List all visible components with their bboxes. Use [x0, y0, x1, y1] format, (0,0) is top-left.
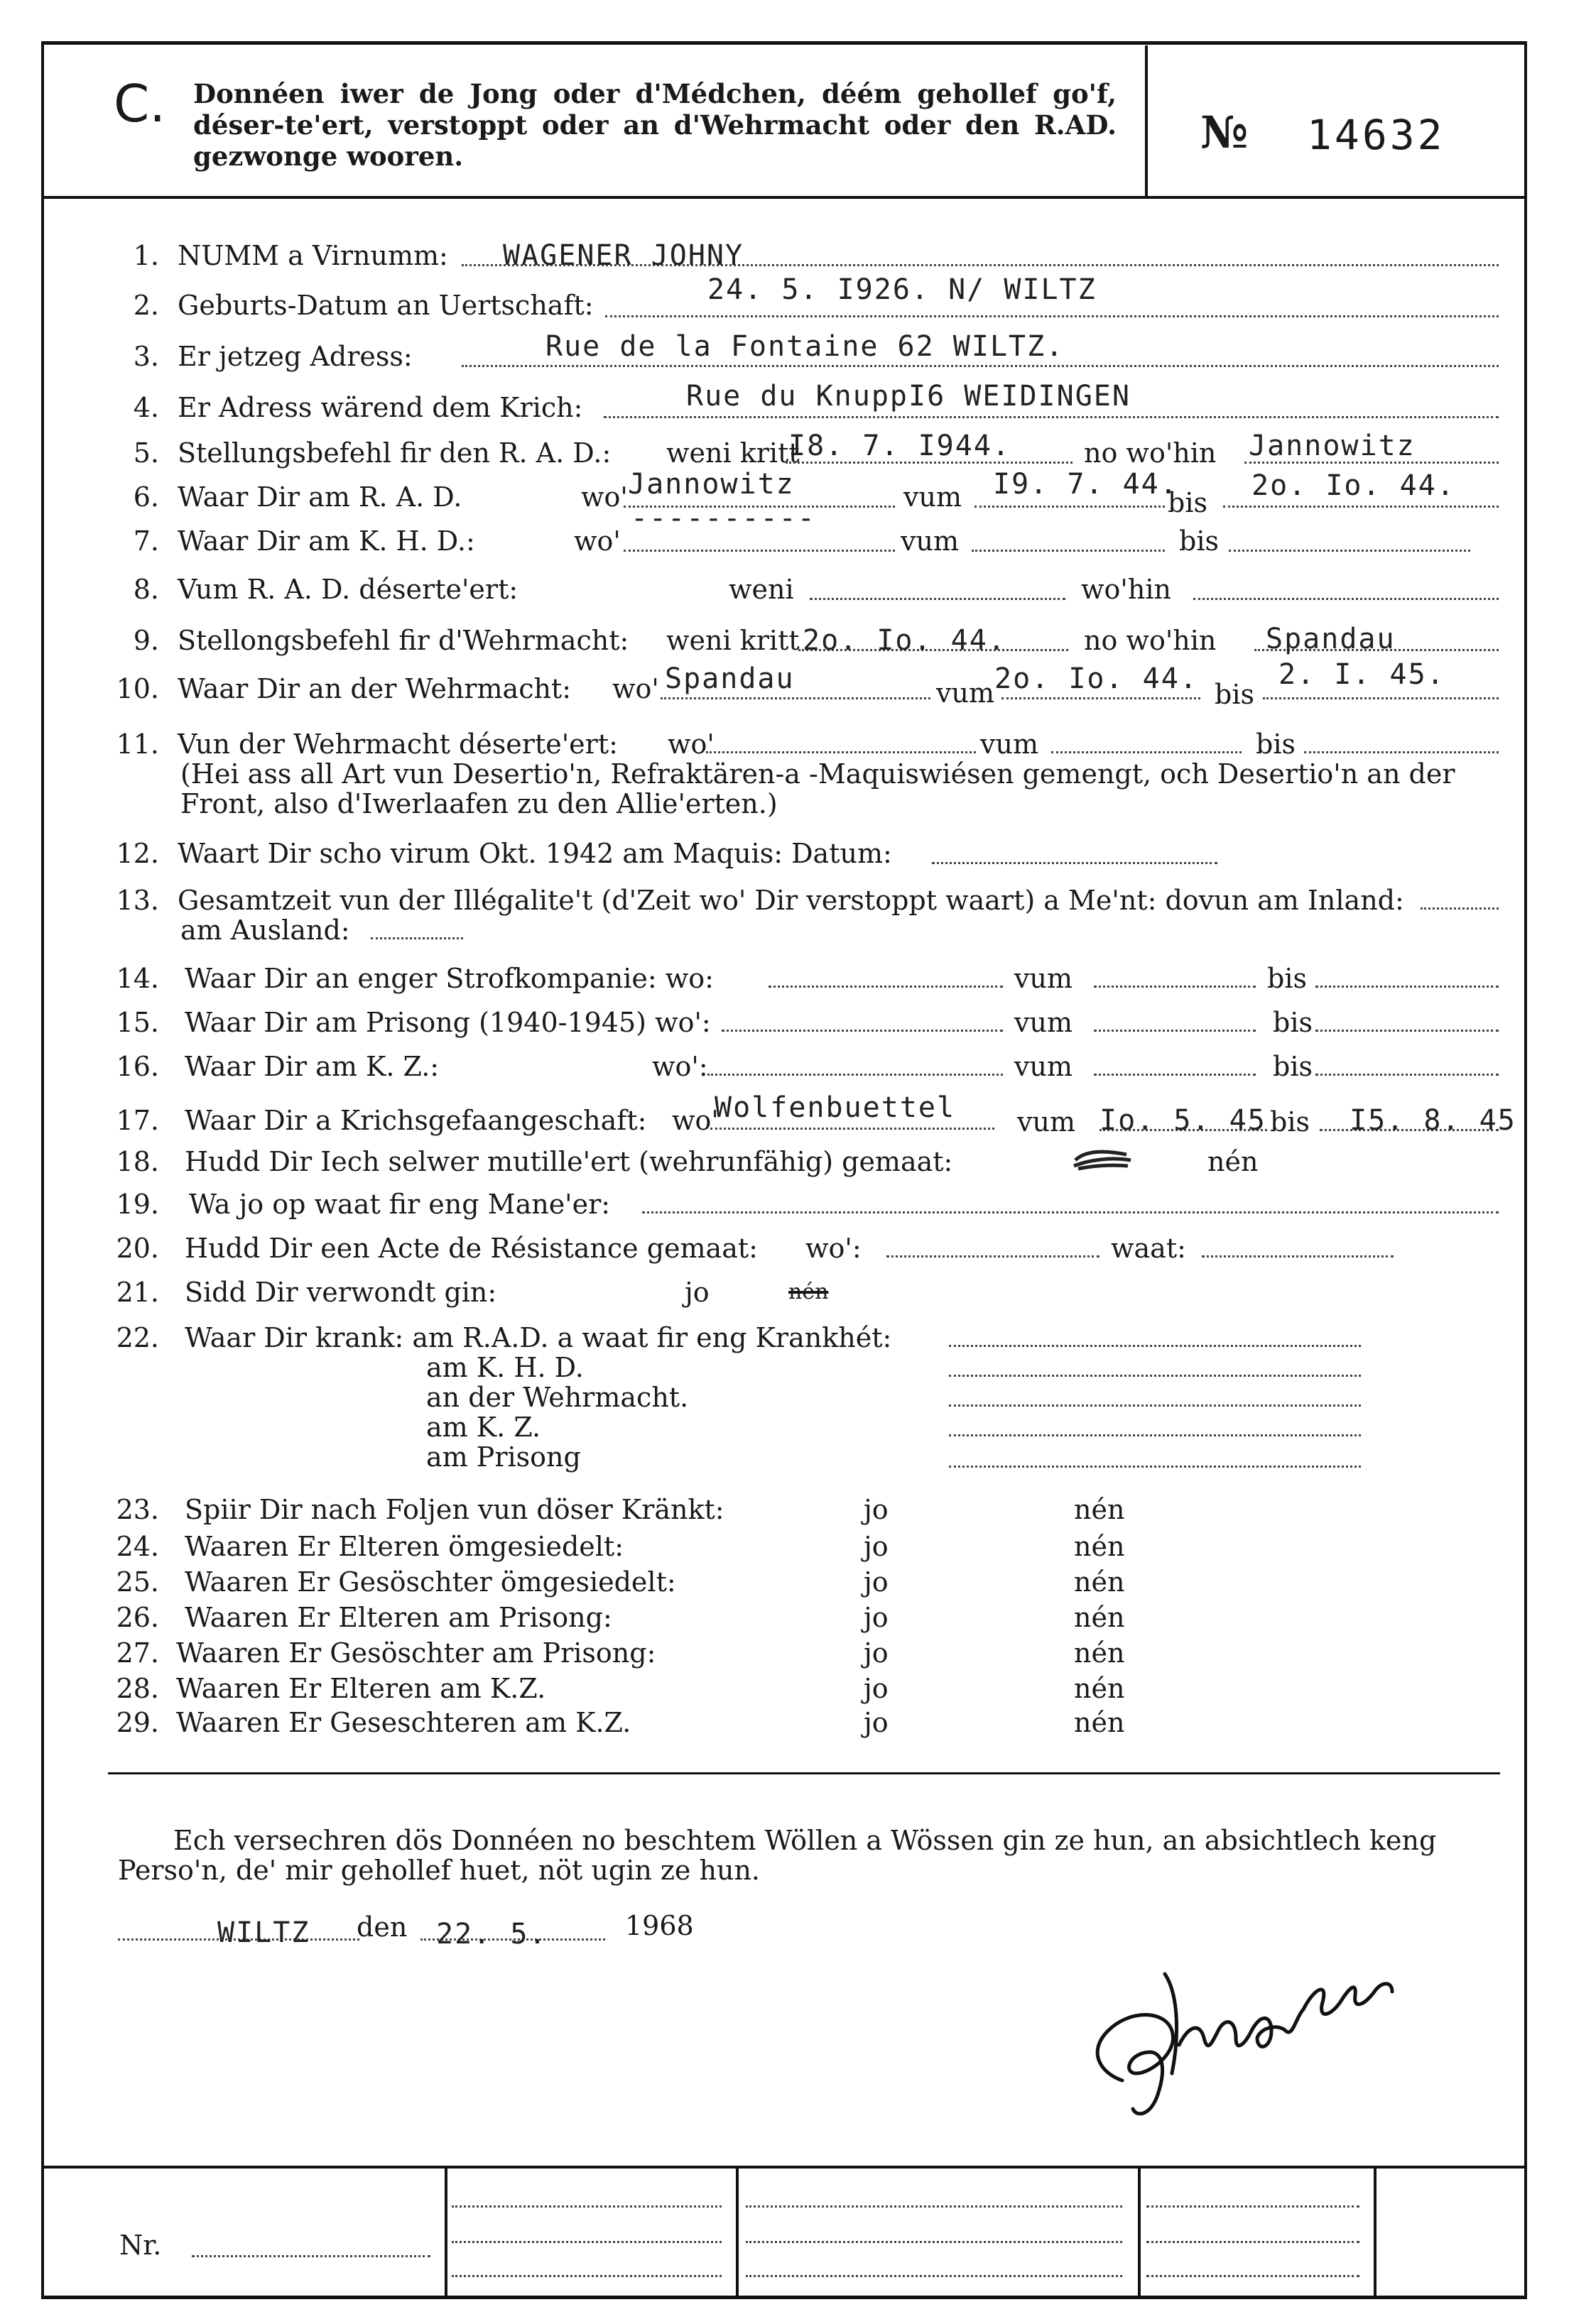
fill-line — [710, 1128, 994, 1130]
wehrmacht-destination: Spandau — [1266, 623, 1396, 655]
desertion-note-1: (Hei ass all Art vun Desertio'n, Refraktären-a -Maquiswiésen gemengt, och Desertio'n an der — [180, 758, 1455, 790]
line-label: Waar Dir am R. A. D. — [178, 481, 462, 513]
fill-line — [949, 1434, 1361, 1436]
line-label: Waar Dir a Krichsgefaangeschaft: — [185, 1105, 647, 1136]
label-wo: wo' — [668, 729, 715, 760]
answer-yes: jo — [864, 1494, 889, 1525]
wehrmacht-location: Spandau — [665, 662, 795, 695]
label-bis: bis — [1215, 679, 1254, 710]
label-waat: waat: — [1111, 1233, 1186, 1264]
fill-line — [1094, 986, 1256, 988]
label-bis: bis — [1267, 963, 1307, 994]
line-label: Waart Dir scho virum Okt. 1942 am Maquis: Datum: — [178, 838, 892, 869]
fill-line — [972, 550, 1165, 552]
form-section-letter: C. — [114, 74, 166, 133]
answer-no: nén — [1074, 1531, 1125, 1562]
name-value: WAGENER JOHNY — [503, 239, 744, 272]
fill-line — [746, 2205, 1122, 2208]
label-bis: bis — [1179, 525, 1219, 557]
line-number: 19. — [116, 1189, 159, 1220]
line-label: Waar Dir am K. H. D.: — [178, 525, 475, 557]
fill-line — [452, 2241, 722, 2243]
line-label: Waaren Er Gesöschter ömgesiedelt: — [185, 1566, 676, 1598]
declaration-line-1: Ech versechren dös Donnéen no beschtem Wöllen a Wössen gin ze hun, an absichtlech keng — [173, 1825, 1437, 1856]
label-bis: bis — [1168, 487, 1207, 518]
footer-divider — [445, 2166, 447, 2299]
line-label: Er Adress wärend dem Krich: — [178, 392, 583, 423]
label-wo: wo' — [574, 525, 621, 557]
fill-line — [949, 1345, 1361, 1347]
footer-divider — [1138, 2166, 1141, 2299]
pow-to: I5. 8. 45 — [1350, 1104, 1516, 1137]
label-vum: vum — [1014, 1007, 1073, 1038]
line-number: 15. — [116, 1007, 159, 1038]
line-label: Hudd Dir een Acte de Résistance gemaat: — [185, 1233, 758, 1264]
answer-no: nén — [1074, 1494, 1125, 1525]
line-number: 9. — [133, 625, 159, 656]
answer-yes: jo — [864, 1707, 889, 1738]
fill-line — [1223, 506, 1499, 508]
fill-line — [1315, 1030, 1499, 1032]
fill-line — [1202, 1255, 1394, 1258]
label-vum: vum — [980, 729, 1038, 760]
wehrmacht-order-date: 2o. Io. 44. — [803, 624, 1006, 657]
line-number: 28. — [116, 1673, 159, 1704]
fill-line — [769, 986, 1003, 988]
answer-yes: jo — [864, 1566, 889, 1598]
fill-line — [452, 2275, 722, 2277]
fill-line — [462, 365, 1499, 367]
label-bis: bis — [1256, 729, 1296, 760]
line-label: Stellungsbefehl fir den R. A. D.: — [178, 437, 612, 469]
birth-value: 24. 5. I926. N/ WILTZ — [707, 273, 1097, 306]
footer-divider — [736, 2166, 739, 2299]
year-value: 1968 — [625, 1910, 694, 1941]
line-label: Hudd Dir Iech selwer mutille'ert (wehrunfähig) gemaat: — [185, 1146, 953, 1177]
form-number: 14632 — [1307, 111, 1445, 159]
line-number: 7. — [133, 525, 159, 557]
desertion-note-2: Front, also d'Iwerlaafen zu den Allie'erten.) — [180, 788, 778, 819]
line-label: Waaren Er Geseschteren am K.Z. — [176, 1707, 631, 1738]
fill-line — [1146, 2241, 1359, 2243]
label-vum: vum — [903, 481, 962, 513]
line-label: Waar Dir am Prisong (1940-1945) wo': — [185, 1007, 711, 1038]
fill-line — [706, 751, 976, 753]
line-number: 11. — [116, 729, 159, 760]
line-label: Sidd Dir verwondt gin: — [185, 1277, 497, 1308]
wartime-address-value: Rue du KnuppI6 WEIDINGEN — [686, 380, 1131, 413]
answer-yes: jo — [864, 1673, 889, 1704]
label-weni: weni kritt — [666, 625, 800, 656]
fill-line — [1146, 2275, 1359, 2277]
line-number: 14. — [116, 963, 159, 994]
line-label: Waaren Er Elteren am K.Z. — [176, 1673, 546, 1704]
rad-destination: Jannowitz — [1249, 430, 1416, 462]
fill-line — [452, 2205, 722, 2208]
label-wohin: no wo'hin — [1084, 437, 1217, 469]
line-label: Waar Dir an enger Strofkompanie: wo: — [185, 963, 714, 994]
khd-location: ---------- — [631, 502, 816, 535]
line-label: Waar Dir am K. Z.: — [185, 1051, 440, 1082]
fill-line — [1146, 2205, 1359, 2208]
footer-top-rule — [41, 2166, 1527, 2168]
line-label: Gesamtzeit vun der Illégalite't (d'Zeit wo' Dir verstoppt waart) a Me'nt: dovun am Inland: — [178, 885, 1404, 916]
answer-yes: jo — [685, 1277, 710, 1308]
line-number: 17. — [116, 1105, 159, 1136]
fill-line — [746, 2275, 1122, 2277]
line-label: Waaren Er Elteren am Prisong: — [185, 1602, 612, 1633]
fill-line — [1315, 1074, 1499, 1076]
sub-label: am K. Z. — [426, 1412, 541, 1443]
wehrmacht-to: 2. I. 45. — [1278, 658, 1445, 691]
pow-from: Io. 5. 45 — [1099, 1104, 1266, 1137]
fill-line — [371, 937, 463, 939]
footer-divider — [1374, 2166, 1376, 2299]
line-number: 22. — [116, 1322, 159, 1353]
fill-line — [1094, 1030, 1256, 1032]
fill-line — [624, 550, 895, 552]
fill-line — [1051, 751, 1242, 753]
label-bis: bis — [1270, 1106, 1310, 1138]
answer-no: nén — [1074, 1566, 1125, 1598]
line-number: 3. — [133, 341, 159, 372]
sub-label: am K. H. D. — [426, 1352, 584, 1383]
label-vum: vum — [1014, 1051, 1073, 1082]
wehrmacht-from: 2o. Io. 44. — [994, 662, 1198, 695]
line-number: 6. — [133, 481, 159, 513]
fill-line — [1229, 550, 1470, 552]
fill-line — [1193, 598, 1499, 600]
fill-line — [1001, 697, 1200, 699]
fill-line — [642, 1211, 1499, 1213]
fill-line — [974, 506, 1165, 508]
rad-from: I9. 7. 44. — [993, 468, 1178, 501]
line-label: Waar Dir krank: am R.A.D. a waat fir eng Krankhét: — [185, 1322, 892, 1353]
answer-no: nén — [788, 1280, 829, 1304]
fill-line — [1304, 751, 1499, 753]
fill-line — [604, 416, 1499, 418]
answer-no: nén — [1074, 1673, 1125, 1704]
line-number: 16. — [116, 1051, 159, 1082]
label-wo: wo': — [805, 1233, 862, 1264]
line-label: Waaren Er Gesöschter am Prisong: — [176, 1637, 656, 1669]
rad-order-date: I8. 7. I944. — [788, 430, 1011, 462]
rad-to: 2o. Io. 44. — [1251, 469, 1455, 502]
rad-location: Jannowitz — [628, 468, 795, 501]
date-value: 22. 5. — [436, 1918, 548, 1951]
line-number: 27. — [116, 1637, 159, 1669]
line-label: Vum R. A. D. déserte'ert: — [178, 574, 518, 605]
form-header-text: Donnéen iwer de Jong oder d'Médchen, déém gehollef go'f, déser-te'ert, verstoppt oder an d'Wehrmacht oder den R.AD. gezwonge wooren. — [193, 78, 1117, 172]
label-wo: wo' — [612, 673, 659, 704]
pow-location: Wolfenbuettel — [715, 1091, 956, 1124]
label-vum: vum — [901, 525, 959, 557]
answer-no: nén — [1074, 1637, 1125, 1669]
section-rule — [108, 1772, 1500, 1774]
line-number: 23. — [116, 1494, 159, 1525]
label-bis: bis — [1273, 1007, 1313, 1038]
line-label: Spiir Dir nach Foljen vun döser Kränkt: — [185, 1494, 724, 1525]
fill-line — [949, 1466, 1361, 1468]
label-wo: wo': — [652, 1051, 708, 1082]
line-number: 20. — [116, 1233, 159, 1264]
fill-line — [605, 315, 1499, 317]
number-symbol: № — [1200, 107, 1249, 158]
line-label: Waaren Er Elteren ömgesiedelt: — [185, 1531, 624, 1562]
line-number: 29. — [116, 1707, 159, 1738]
label-den: den — [357, 1911, 408, 1943]
line-number: 8. — [133, 574, 159, 605]
handwritten-signature — [1058, 1931, 1413, 2123]
line-label-abroad: am Ausland: — [180, 915, 350, 946]
fill-line — [1263, 697, 1499, 699]
place-value: WILTZ — [217, 1916, 310, 1949]
sub-label: am Prisong — [426, 1441, 581, 1473]
line-number: 5. — [133, 437, 159, 469]
struck-out-mark — [1071, 1145, 1135, 1173]
fill-line — [1094, 1074, 1256, 1076]
answer-no: nén — [1207, 1146, 1259, 1177]
fill-line — [886, 1255, 1099, 1258]
label-weni: weni — [729, 574, 794, 605]
line-label: Geburts-Datum an Uertschaft: — [178, 290, 594, 321]
label-vum: vum — [936, 677, 994, 709]
line-label: NUMM a Virnumm: — [178, 240, 448, 271]
label-vum: vum — [1014, 963, 1073, 994]
fill-line — [932, 862, 1217, 864]
answer-no: nén — [1074, 1707, 1125, 1738]
line-number: 24. — [116, 1531, 159, 1562]
fill-line — [722, 1030, 1003, 1032]
label-wo: wo' — [581, 481, 628, 513]
fill-line — [746, 2241, 1122, 2243]
label-weni: weni kritt — [666, 437, 800, 469]
line-number: 2. — [133, 290, 159, 321]
header-bottom-rule — [41, 196, 1527, 199]
line-number: 1. — [133, 240, 159, 271]
fill-line — [707, 1074, 1003, 1076]
label-vum: vum — [1017, 1106, 1075, 1138]
label-wohin: wo'hin — [1081, 574, 1171, 605]
fill-line — [1421, 907, 1499, 910]
line-number: 25. — [116, 1566, 159, 1598]
header-divider — [1145, 45, 1148, 197]
declaration-line-2: Perso'n, de' mir gehollef huet, nöt ugin ze hun. — [118, 1855, 761, 1886]
fill-line — [810, 598, 1065, 600]
line-number: 13. — [116, 885, 159, 916]
answer-no: nén — [1074, 1602, 1125, 1633]
address-value: Rue de la Fontaine 62 WILTZ. — [545, 330, 1065, 363]
line-number: 10. — [116, 673, 159, 704]
fill-line — [949, 1404, 1361, 1407]
fill-line — [1315, 986, 1499, 988]
label-wo: wo' — [672, 1105, 719, 1136]
line-number: 18. — [116, 1146, 159, 1177]
line-label: Stellongsbefehl fir d'Wehrmacht: — [178, 625, 629, 656]
line-label: Wa jo op waat fir eng Mane'er: — [189, 1189, 611, 1220]
line-label: Er jetzeg Adress: — [178, 341, 413, 372]
footer-nr-label: Nr. — [119, 2230, 162, 2261]
sub-label: an der Wehrmacht. — [426, 1382, 689, 1413]
label-wohin: no wo'hin — [1084, 625, 1217, 656]
fill-line — [949, 1375, 1361, 1377]
answer-yes: jo — [864, 1637, 889, 1669]
fill-line — [661, 697, 930, 699]
line-number: 26. — [116, 1602, 159, 1633]
fill-line — [192, 2255, 430, 2257]
line-number: 4. — [133, 392, 159, 423]
line-number: 12. — [116, 838, 159, 869]
line-number: 21. — [116, 1277, 159, 1308]
answer-yes: jo — [864, 1531, 889, 1562]
label-bis: bis — [1273, 1051, 1313, 1082]
line-label: Vun der Wehrmacht déserte'ert: — [178, 729, 618, 760]
answer-yes: jo — [864, 1602, 889, 1633]
line-label: Waar Dir an der Wehrmacht: — [178, 673, 572, 704]
